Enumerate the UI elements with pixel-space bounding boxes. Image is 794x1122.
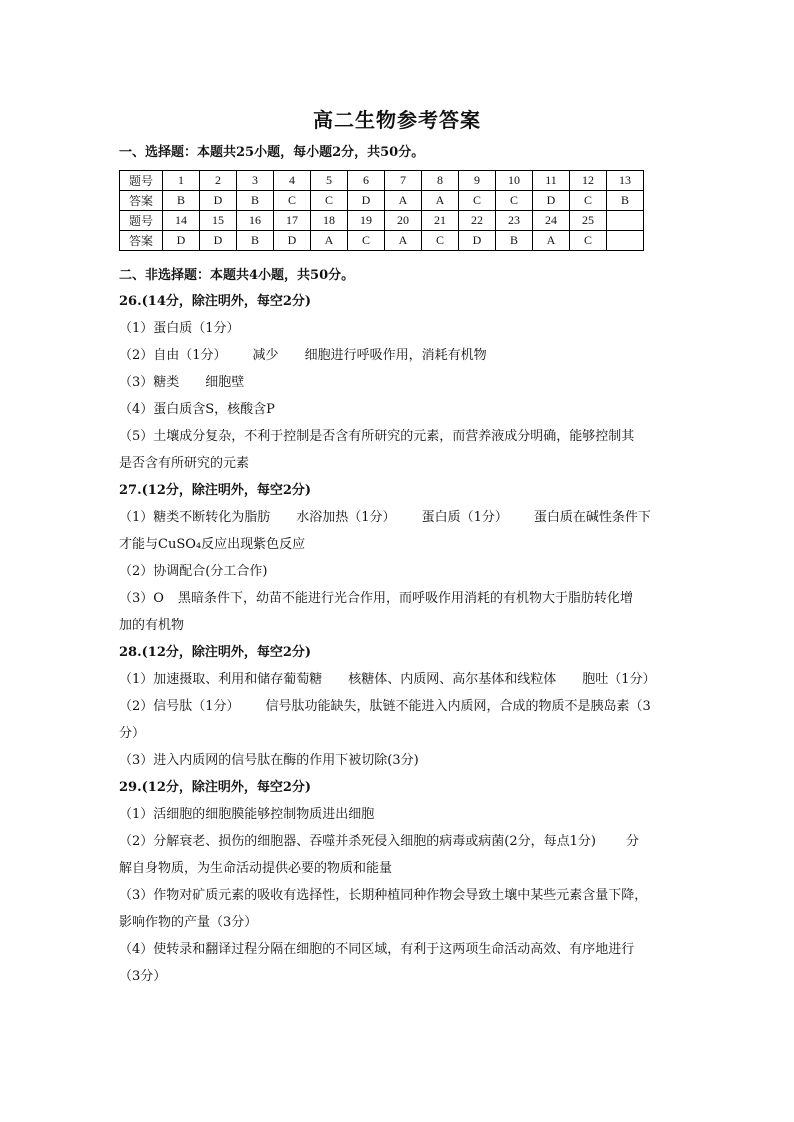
table-row-question-number-2: [120, 211, 644, 231]
q29-answer-2-cont: 解自身物质，为生命活动提供必要的物质和能量: [119, 861, 393, 876]
table-row-answer-2: [120, 231, 644, 251]
answer-cell: C: [422, 231, 459, 251]
page-title: 高二生物参考答案: [313, 108, 481, 132]
question-number-cell: 7: [385, 171, 422, 191]
q27-answer-1: （1）糖类不断转化为脂肪 水浴加热（1分） 蛋白质（1分） 蛋白质在碱性条件下: [119, 510, 651, 525]
answer-cell: C: [459, 191, 496, 211]
question-number-cell: 25: [570, 211, 607, 231]
answer-cell: B: [496, 231, 533, 251]
answer-cell: D: [163, 231, 200, 251]
question-number-cell: 12: [570, 171, 607, 191]
answer-cell: B: [237, 191, 274, 211]
answer-cell: B: [163, 191, 200, 211]
answer-cell: C: [348, 231, 385, 251]
q28-answer-2: （2）信号肽（1分） 信号肽功能缺失，肽链不能进入内质网，合成的物质不是胰岛素（3: [119, 699, 651, 714]
q29-answer-2: （2）分解衰老、损伤的细胞器、吞噬并杀死侵入细胞的病毒或病菌(2分，每点1分) 分: [119, 834, 639, 849]
answer-cell: A: [385, 191, 422, 211]
q27-heading: 27.(12分，除注明外，每空2分): [119, 483, 312, 498]
question-number-cell: 14: [163, 211, 200, 231]
question-number-cell: 20: [385, 211, 422, 231]
answer-cell: C: [496, 191, 533, 211]
question-number-cell: 22: [459, 211, 496, 231]
q27-answer-3: （3）O 黑暗条件下，幼苗不能进行光合作用，而呼吸作用消耗的有机物大于脂肪转化增: [119, 591, 633, 606]
q28-heading: 28.(12分，除注明外，每空2分): [119, 645, 312, 660]
q26-heading: 26.(14分，除注明外，每空2分): [119, 294, 312, 309]
question-number-cell: 1: [163, 171, 200, 191]
question-number-cell: 18: [311, 211, 348, 231]
q26-answer-4: （4）蛋白质含S，核酸含P: [119, 402, 275, 417]
question-number-cell: 21: [422, 211, 459, 231]
answer-label-cell: 答案: [120, 231, 163, 251]
question-number-cell: 5: [311, 171, 348, 191]
question-number-label-cell: 题号: [120, 171, 163, 191]
question-number-cell: 8: [422, 171, 459, 191]
question-number-cell: 13: [607, 171, 644, 191]
q27-answer-2: （2）协调配合(分工合作): [119, 564, 268, 579]
q26-answer-5-cont: 是否含有所研究的元素: [119, 456, 250, 471]
question-number-label-cell: 题号: [120, 211, 163, 231]
q28-answer-3: （3）进入内质网的信号肽在酶的作用下被切除(3分): [119, 753, 419, 768]
answer-cell: A: [385, 231, 422, 251]
answer-cell: C: [570, 191, 607, 211]
q26-answer-2: （2）自由（1分） 减少 细胞进行呼吸作用，消耗有机物: [119, 348, 487, 363]
answer-cell: A: [533, 231, 570, 251]
choice-answer-table: [119, 170, 644, 251]
question-number-cell: 9: [459, 171, 496, 191]
q29-answer-1: （1）活细胞的细胞膜能够控制物质进出细胞: [119, 807, 375, 822]
answer-cell: D: [348, 191, 385, 211]
q26-answer-3: （3）糖类 细胞壁: [119, 375, 245, 390]
question-number-cell: 4: [274, 171, 311, 191]
question-number-cell: 2: [200, 171, 237, 191]
answer-cell: D: [200, 231, 237, 251]
answer-label-cell: 答案: [120, 191, 163, 211]
q29-answer-4-cont: （3分）: [119, 969, 167, 984]
answer-cell: D: [533, 191, 570, 211]
answer-cell: C: [274, 191, 311, 211]
q28-answer-1: （1）加速摄取、利用和储存葡萄糖 核糖体、内质网、高尔基体和线粒体 胞吐（1分）: [119, 672, 656, 687]
answer-cell: D: [200, 191, 237, 211]
question-number-cell: 17: [274, 211, 311, 231]
question-number-cell: 24: [533, 211, 570, 231]
question-number-cell: 6: [348, 171, 385, 191]
q26-answer-1: （1）蛋白质（1分）: [119, 321, 240, 336]
answer-cell: C: [570, 231, 607, 251]
answer-cell: B: [237, 231, 274, 251]
answer-cell: D: [274, 231, 311, 251]
q26-answer-5: （5）土壤成分复杂，不利于控制是否含有所研究的元素，而营养液成分明确，能够控制其: [119, 429, 635, 444]
section-1-heading: 一、选择题：本题共25小题，每小题2分，共50分。: [119, 145, 425, 160]
question-number-cell: 16: [237, 211, 274, 231]
q29-heading: 29.(12分，除注明外，每空2分): [119, 780, 312, 795]
answer-cell: C: [311, 191, 348, 211]
q27-answer-3-cont: 加的有机物: [119, 618, 185, 633]
section-2-heading: 二、非选择题：本题共4小题，共50分。: [119, 268, 355, 283]
q28-answer-2-cont: 分）: [119, 726, 146, 741]
answer-cell: A: [422, 191, 459, 211]
question-number-cell: 3: [237, 171, 274, 191]
question-number-cell: [607, 211, 644, 231]
question-number-cell: 15: [200, 211, 237, 231]
question-number-cell: 19: [348, 211, 385, 231]
q29-answer-3-cont: 影响作物的产量（3分）: [119, 915, 258, 930]
table-row-question-number-1: [120, 171, 644, 191]
question-number-cell: 23: [496, 211, 533, 231]
answer-cell: A: [311, 231, 348, 251]
question-number-cell: 10: [496, 171, 533, 191]
q29-answer-4: （4）使转录和翻译过程分隔在细胞的不同区域，有利于这两项生命活动高效、有序地进行: [119, 942, 635, 957]
answer-cell: B: [607, 191, 644, 211]
q29-answer-3: （3）作物对矿质元素的吸收有选择性，长期种植同种作物会导致土壤中某些元素含量下降，: [119, 888, 648, 903]
q27-answer-1-cont: 才能与CuSO₄反应出现紫色反应: [119, 537, 306, 552]
answer-cell: [607, 231, 644, 251]
answer-cell: D: [459, 231, 496, 251]
table-row-answer-1: [120, 191, 644, 211]
question-number-cell: 11: [533, 171, 570, 191]
